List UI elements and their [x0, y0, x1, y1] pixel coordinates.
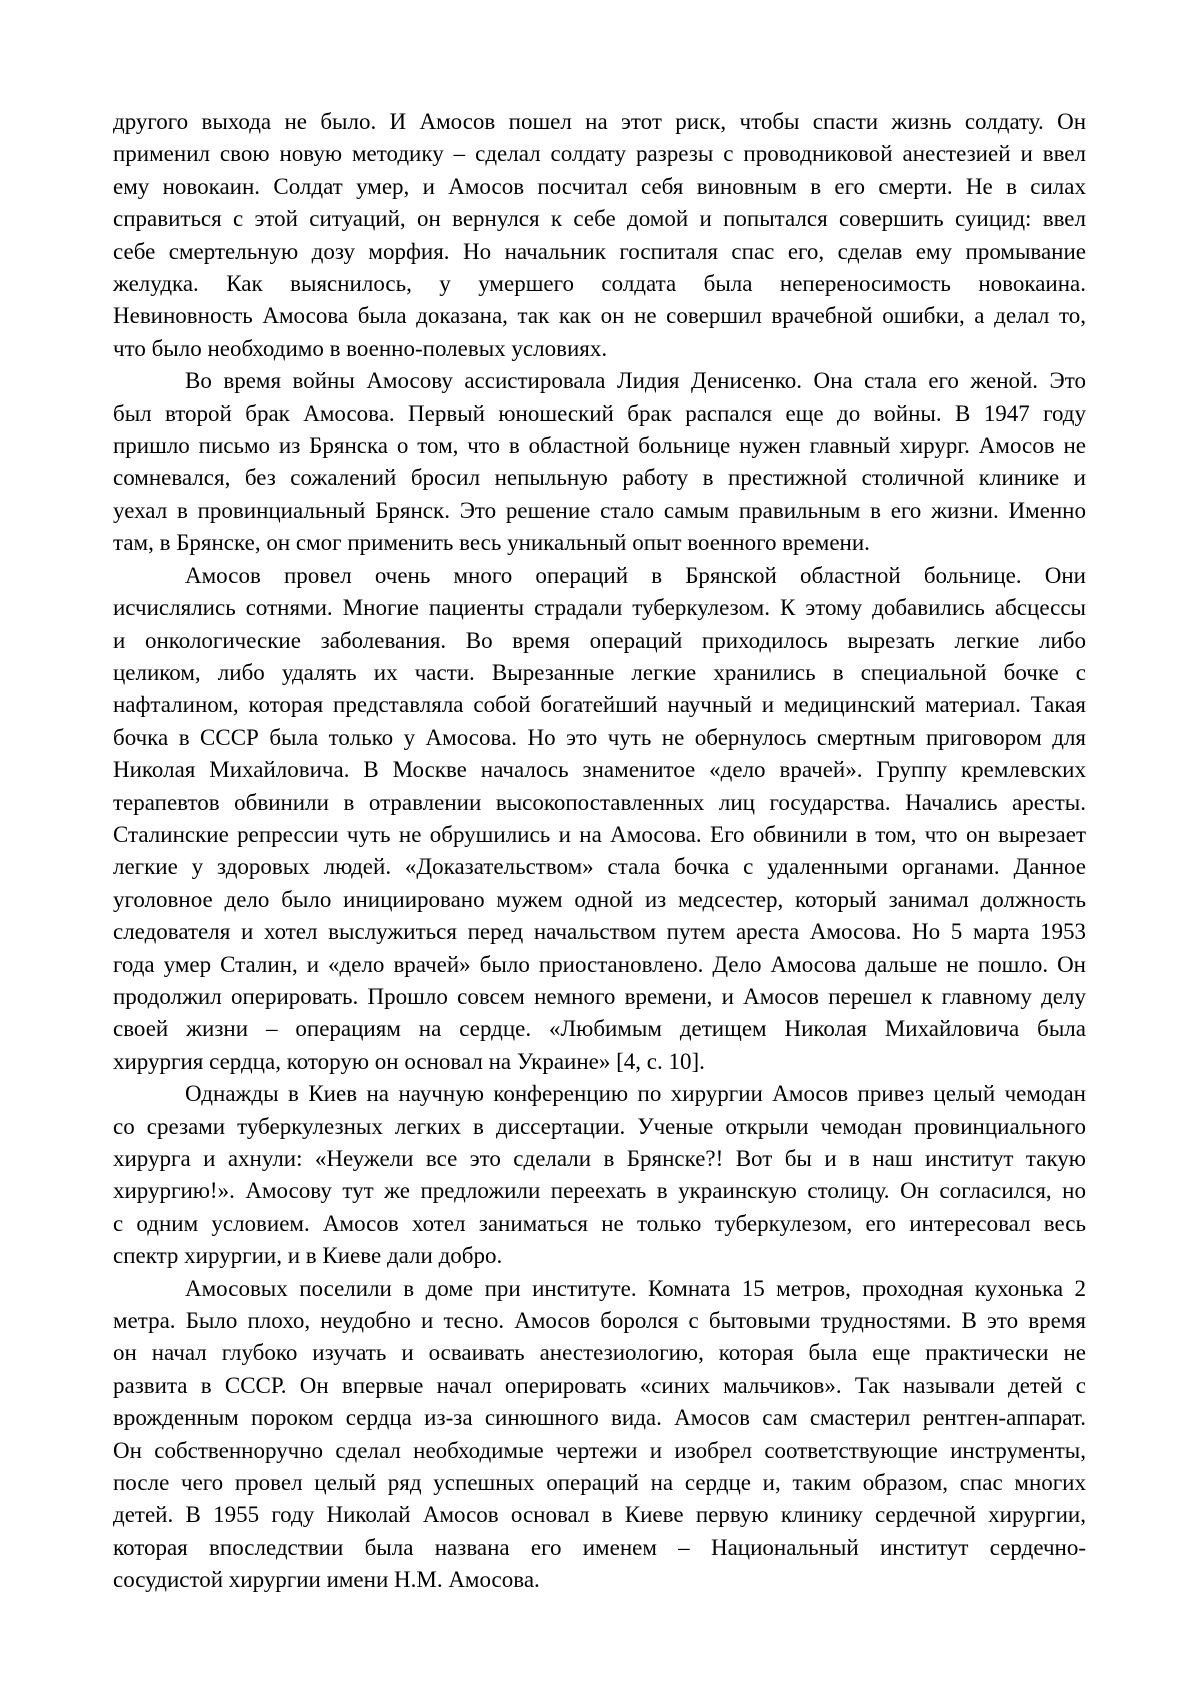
text-line: сомневался, без сожалений бросил непыльную работу в престижной столичной клинике и: [113, 465, 1086, 491]
text-line: Однажды в Киев на научную конференцию по хирургии Амосов привез целый чемодан: [185, 1081, 1086, 1107]
text-line: спектр хирургии, и в Киеве дали добро.: [113, 1243, 503, 1269]
text-line: развита в СССР. Он впервые начал оперировать «синих мальчиков». Так называли детей с: [113, 1372, 1086, 1398]
text-line: исчислялись сотнями. Многие пациенты страдали туберкулезом. К этому добавились абсцессы: [113, 595, 1086, 621]
text-line: уголовное дело было инициировано мужем одной из медсестер, который занимал должность: [113, 886, 1086, 912]
text-line: с одним условием. Амосов хотел заниматься не только туберкулезом, его интересовал весь: [113, 1210, 1086, 1236]
text-line: применил свою новую методику – сделал солдату разрезы с проводниковой анестезией и ввел: [113, 141, 1086, 167]
text-line: пришло письмо из Брянска о том, что в областной больнице нужен главный хирург. Амосов не: [113, 433, 1086, 459]
text-line: что было необходимо в военно-полевых условиях.: [113, 335, 608, 361]
paragraph: [113, 1078, 1086, 1272]
text-line: своей жизни – операциям на сердце. «Любимым детищем Николая Михайловича была: [113, 1016, 1086, 1042]
text-line: со срезами туберкулезных легких в диссертации. Ученые открыли чемодан провинциального: [113, 1113, 1086, 1139]
text-line: которая впоследствии была названа его именем – Национальный институт сердечно-: [113, 1534, 1086, 1560]
text-line: врожденным пороком сердца из-за синюшного вида. Амосов сам смастерил рентген-аппарат.: [113, 1405, 1086, 1431]
text-line: продолжил оперировать. Прошло совсем немного времени, и Амосов перешел к главному делу: [113, 983, 1086, 1009]
text-line: там, в Брянске, он смог применить весь уникальный опыт военного времени.: [113, 530, 870, 556]
text-line: Николая Михайловича. В Москве началось знаменитое «дело врачей». Группу кремлевских: [113, 757, 1086, 783]
text-line: другого выхода не было. И Амосов пошел на этот риск, чтобы спасти жизнь солдату. Он: [113, 109, 1086, 134]
text-line: сосудистой хирургии имени Н.М. Амосова.: [113, 1567, 540, 1593]
text-line: уехал в провинциальный Брянск. Это решение стало самым правильным в его жизни. Именно: [113, 497, 1086, 523]
text-line: детей. В 1955 году Николай Амосов основал в Киеве первую клинику сердечной хирургии,: [113, 1502, 1086, 1528]
text-line: нафталином, которая представляла собой богатейший научный и медицинский материал. Такая: [113, 692, 1086, 718]
text-line: и онкологические заболевания. Во время операций приходилось вырезать легкие либо: [113, 627, 1086, 653]
text-line: ему новокаин. Солдат умер, и Амосов посчитал себя виновным в его смерти. Не в силах: [113, 173, 1086, 199]
text-line: Он собственноручно сделал необходимые чертежи и изобрел соответствующие инструменты,: [113, 1437, 1086, 1463]
text-line: целиком, либо удалять их части. Вырезанные легкие хранились в специальной бочке с: [113, 659, 1086, 685]
text-line: Амосов провел очень много операций в Брянской областной больнице. Они: [185, 562, 1086, 588]
paragraph: [113, 1273, 1086, 1597]
text-line: справиться с этой ситуаций, он вернулся к себе домой и попытался совершить суицид: ввел: [113, 206, 1086, 232]
text-line: следователя и хотел выслужиться перед начальством путем ареста Амосова. Но 5 марта 1953: [113, 919, 1086, 945]
text-line: хирургия сердца, которую он основал на Украине» [4, с. 10].: [113, 1048, 705, 1074]
text-line: Невиновность Амосова была доказана, так как он не совершил врачебной ошибки, а делал то,: [113, 303, 1086, 329]
text-line: желудка. Как выяснилось, у умершего солдата была непереносимость новокаина.: [113, 271, 1086, 297]
paragraph: [113, 560, 1086, 1079]
text-line: Во время войны Амосову ассистировала Лидия Денисенко. Она стала его женой. Это: [185, 368, 1086, 394]
text-line: был второй брак Амосова. Первый юношеский брак распался еще до войны. В 1947 году: [113, 400, 1086, 426]
text-line: Амосовых поселили в доме при институте. Комната 15 метров, проходная кухонька 2: [185, 1275, 1086, 1301]
text-line: после чего провел целый ряд успешных операций на сердце и, таким образом, спас многих: [113, 1470, 1086, 1496]
text-line: хирурга и ахнули: «Неужели все это сделали в Брянске?! Вот бы и в наш институт такую: [113, 1146, 1086, 1171]
text-line: хирургию!». Амосову тут же предложили переехать в украинскую столицу. Он согласился, но: [113, 1178, 1086, 1204]
text-line: легкие у здоровых людей. «Доказательством» стала бочка с удаленными органами. Данное: [113, 854, 1086, 880]
text-line: года умер Сталин, и «дело врачей» было приостановлено. Дело Амосова дальше не пошло. Он: [113, 951, 1086, 977]
text-line: себе смертельную дозу морфия. Но начальник госпиталя спас его, сделав ему промывание: [113, 238, 1086, 264]
text-line: бочка в СССР была только у Амосова. Но это чуть не обернулось смертным приговором для: [113, 724, 1086, 750]
paragraph: [113, 365, 1086, 559]
text-line: метра. Было плохо, неудобно и тесно. Амосов боролся с бытовыми трудностями. В это время: [113, 1308, 1086, 1334]
text-line: терапевтов обвинили в отравлении высокопоставленных лиц государства. Начались аресты.: [113, 789, 1086, 815]
paragraph: [113, 106, 1086, 365]
text-line: он начал глубоко изучать и осваивать анестезиологию, которая была еще практически не: [113, 1340, 1086, 1366]
text-line: Сталинские репрессии чуть не обрушились и на Амосова. Его обвинили в том, что он вырезает: [113, 821, 1086, 847]
